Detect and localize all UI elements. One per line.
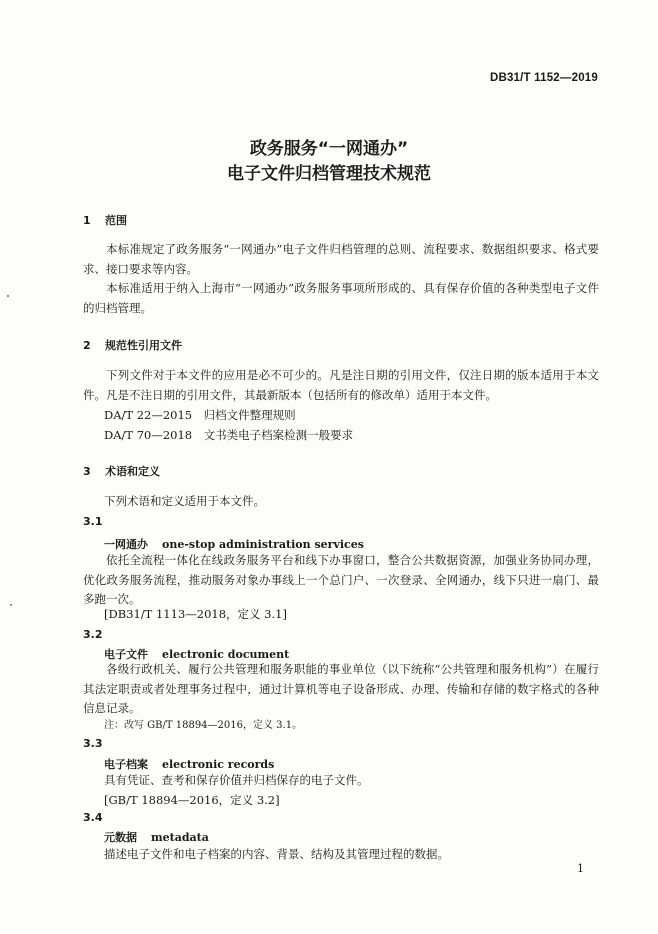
term-source: [DB31/T 1113—2018，定义 3.1] <box>104 607 287 621</box>
term-en: one-stop administration services <box>162 538 364 551</box>
term-definition: 描述电子文件和电子档案的内容、背景、结构及其管理过程的数据。 <box>104 847 449 861</box>
section-number: 3 <box>83 465 91 478</box>
term-number: 3.1 <box>83 515 103 528</box>
section-1-heading <box>83 212 127 228</box>
section-title: 规范性引用文件 <box>105 339 182 352</box>
section-number: 1 <box>83 214 91 227</box>
scan-speck <box>7 295 9 297</box>
term-number: 3.2 <box>83 628 103 641</box>
document-code: DB31/T 1152—2019 <box>489 72 598 84</box>
section-1-paragraph-2: 本标准适用于纳入上海市“一网通办”政务服务事项所形成的、具有保存价值的各种类型电子文件的归档管理。 <box>83 281 599 315</box>
term-title <box>104 756 274 772</box>
section-title: 范围 <box>105 214 127 227</box>
term-number: 3.3 <box>83 737 103 750</box>
reference-2: DA/T 70—2018 文书类电子档案检测一般要求 <box>104 428 354 442</box>
section-3-intro: 下列术语和定义适用于本文件。 <box>104 494 265 508</box>
term-note: 注：改写 GB/T 18894—2016，定义 3.1。 <box>104 720 303 731</box>
term-zh: 电子文件 <box>104 648 148 661</box>
page-number: 1 <box>577 862 584 875</box>
title-line-2: 电子文件归档管理技术规范 <box>227 164 431 184</box>
term-zh: 元数据 <box>104 831 137 844</box>
section-3-heading <box>83 463 160 479</box>
term-zh: 一网通办 <box>104 538 148 551</box>
term-definition: 各级行政机关、履行公共管理和服务职能的事业单位（以下统称“公共管理和服务机构”）在履行其法定职责或者处理事务过程中，通过计算机等电子设备形成、办理、传输和存储的数字格式的各种信息记录。 <box>83 662 599 715</box>
scan-speck <box>10 604 12 606</box>
title-line-1: 政务服务“一网通办” <box>249 139 409 159</box>
term-definition: 依托全流程一体化在线政务服务平台和线下办事窗口，整合公共数据资源，加强业务协同办理，优化政务服务流程，推动服务对象办事线上一个总门户、一次登录、全网通办，线下只进一扇门、最多跑一次。 <box>83 553 599 606</box>
section-2-heading <box>83 337 182 353</box>
section-title: 术语和定义 <box>105 465 160 478</box>
term-zh: 电子档案 <box>104 758 148 771</box>
term-en: electronic records <box>162 758 275 771</box>
term-number: 3.4 <box>83 811 103 824</box>
term-title <box>104 536 364 552</box>
term-source: [GB/T 18894—2016，定义 3.2] <box>104 793 280 807</box>
section-2-paragraph-1: 下列文件对于本文件的应用是必不可少的。凡是注日期的引用文件，仅注日期的版本适用于本文件。凡是不注日期的引用文件，其最新版本（包括所有的修改单）适用于本文件。 <box>83 368 599 402</box>
term-title <box>104 829 209 845</box>
section-number: 2 <box>83 339 91 352</box>
section-1-paragraph-1: 本标准规定了政务服务“一网通办”电子文件归档管理的总则、流程要求、数据组织要求、格式要求、接口要求等内容。 <box>83 242 599 276</box>
term-en: electronic document <box>162 648 290 661</box>
reference-1: DA/T 22—2015 归档文件整理规则 <box>104 408 296 422</box>
term-definition: 具有凭证、查考和保存价值并归档保存的电子文件。 <box>104 773 369 787</box>
term-en: metadata <box>151 831 209 844</box>
